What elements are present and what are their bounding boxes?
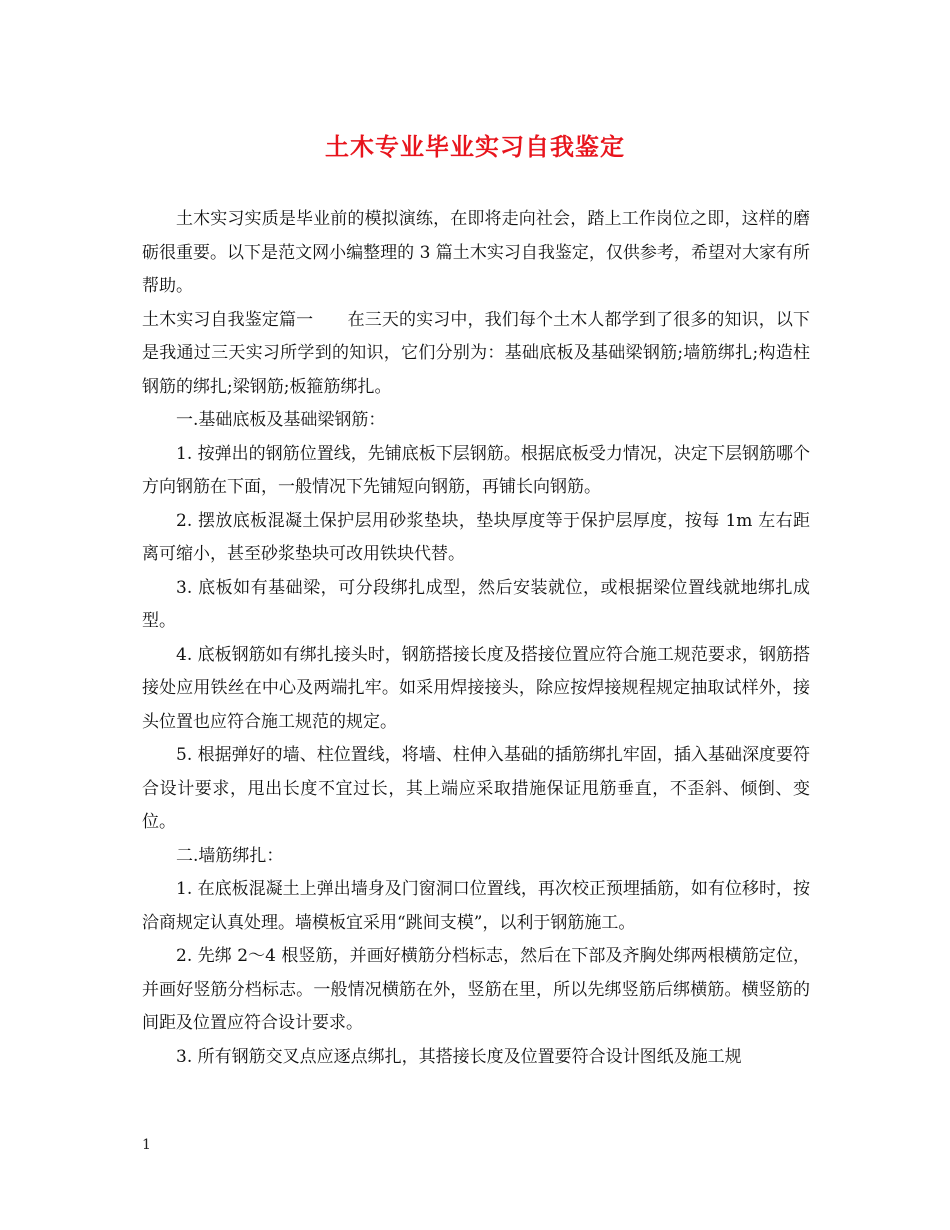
document-body bbox=[142, 203, 810, 1074]
foundation-step-4: 4. 底板钢筋如有绑扎接头时，钢筋搭接长度及搭接位置应符合施工规范要求，钢筋搭接处应用铁丝在中心及两端扎牢。如采用焊接接头，除应按焊接规程规定抽取试样外，接头位置也应符合施工规范的规定。 bbox=[142, 644, 810, 732]
wall-step-3: 3. 所有钢筋交叉点应逐点绑扎，其搭接长度及位置要符合设计图纸及施工规 bbox=[176, 1046, 742, 1067]
foundation-step-1: 1. 按弹出的钢筋位置线，先铺底板下层钢筋。根据底板受力情况，决定下层钢筋哪个方向钢筋在下面，一般情况下先铺短向钢筋，再铺长向钢筋。 bbox=[142, 443, 810, 497]
page-number: 1 bbox=[142, 1137, 151, 1153]
heading-foundation-rebar: 一.基础底板及基础梁钢筋： bbox=[176, 410, 386, 430]
document-title: 土木专业毕业实习自我鉴定 bbox=[325, 133, 625, 161]
heading-wall-rebar: 二.墙筋绑扎： bbox=[176, 845, 284, 866]
foundation-step-3: 3. 底板如有基础梁，可分段绑扎成型，然后安装就位，或根据梁位置线就地绑扎成型。 bbox=[142, 577, 810, 631]
foundation-step-5: 5. 根据弹好的墙、柱位置线，将墙、柱伸入基础的插筋绑扎牢固，插入基础深度要符合设计要求，甩出长度不宜过长，其上端应采取措施保证甩筋垂直，不歪斜、倾倒、变位。 bbox=[142, 745, 810, 832]
wall-step-2: 2. 先绑 2～4 根竖筋，并画好横筋分档标志，然后在下部及齐胸处绑两根横筋定位，并画好竖筋分档标志。一般情况横筋在外，竖筋在里，所以先绑竖筋后绑横筋。横竖筋的间距及位置应符合设计要求。 bbox=[142, 946, 810, 1033]
wall-step-1: 1. 在底板混凝土上弹出墙身及门窗洞口位置线，再次校正预埋插筋，如有位移时，按洽商规定认真处理。墙模板宜采用“跳间支模”，以利于钢筋施工。 bbox=[142, 879, 810, 933]
intro-paragraph: 土木实习实质是毕业前的模拟演练，在即将走向社会，踏上工作岗位之即，这样的磨砺很重要。以下是范文网小编整理的 3 篇土木实习自我鉴定，仅供参考，希望对大家有所帮助。 bbox=[142, 209, 810, 296]
section-one-intro-paragraph: 土木实习自我鉴定篇一 在三天的实习中，我们每个土木人都学到了很多的知识，以下是我通过三天实习所学到的知识，它们分别为：基础底板及基础梁钢筋;墙筋绑扎;构造柱钢筋的绑扎;梁钢筋;板箍筋绑扎。 bbox=[142, 309, 810, 397]
foundation-step-2: 2. 摆放底板混凝土保护层用砂浆垫块，垫块厚度等于保护层厚度，按每 1m 左右距离可缩小，甚至砂浆垫块可改用铁块代替。 bbox=[142, 510, 810, 564]
